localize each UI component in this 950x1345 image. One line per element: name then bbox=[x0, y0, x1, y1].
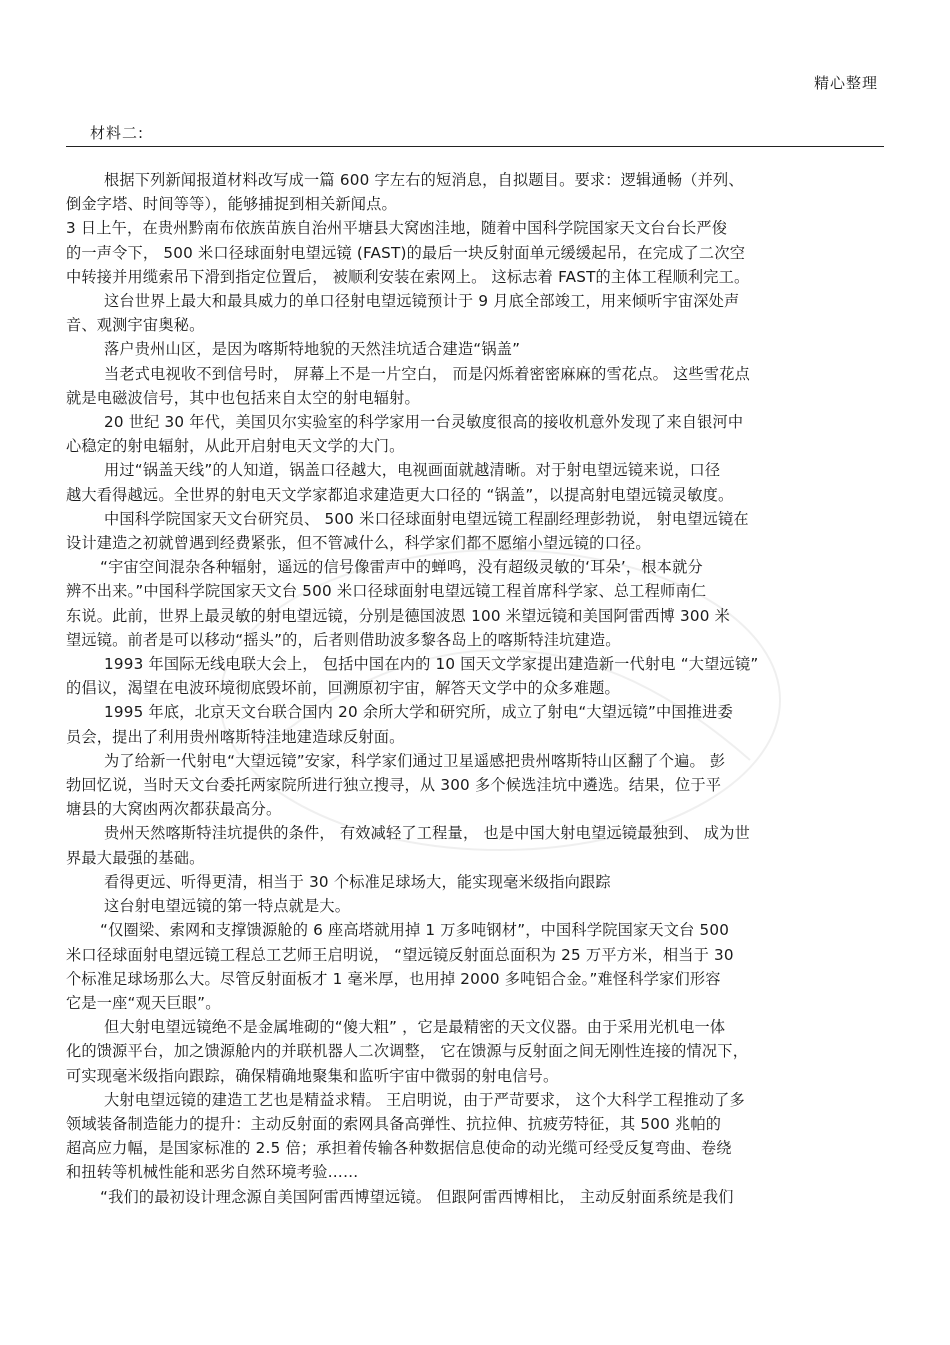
paragraph-line: 中国科学院国家天文台研究员、 500 米口径球面射电望远镜工程副经理彭勃说， 射电望远镜在 bbox=[104, 509, 749, 528]
paragraph-line: 3 日上午，在贵州黔南布依族苗族自治州平塘县大窝凼洼地，随着中国科学院国家天文台台长严俊 bbox=[66, 219, 728, 238]
paragraph-line: 为了给新一代射电“大望远镜”安家，科学家们通过卫星遥感把贵州喀斯特山区翻了个遍。 彭 bbox=[104, 751, 726, 770]
paragraph-line: “我们的最初设计理念源自美国阿雷西博望远镜。 但跟阿雷西博相比， 主动反射面系统是我们 bbox=[100, 1187, 734, 1206]
paragraph-line: 根据下列新闻报道材料改写成一篇 600 字左右的短消息，自拟题目。要求：逻辑通畅（并列、 bbox=[104, 171, 744, 189]
paragraph-line: 心稳定的射电辐射，从此开启射电天文学的大门。 bbox=[66, 437, 405, 456]
paragraph-line: “宇宙空间混杂各种辐射，遥远的信号像雷声中的蝉鸣，没有超级灵敏的‘耳朵’，根本就分 bbox=[100, 558, 703, 577]
paragraph-line: 辨不出来。”中国科学院国家天文台 500 米口径球面射电望远镜工程首席科学家、总工程师南仁 bbox=[66, 582, 707, 601]
paragraph-line: 它是一座“观天巨眼”。 bbox=[66, 993, 221, 1012]
paragraph-line: 个标准足球场那么大。尽管反射面板才 1 毫米厚，也用掉 2000 多吨铝合金。”难怪科学家们形容 bbox=[66, 969, 721, 988]
paragraph-line: 1993 年国际无线电联大会上， 包括中国在内的 10 国天文学家提出建造新一代射电 “大望远镜” bbox=[104, 655, 759, 674]
paragraph-line: 中转接并用缆索吊下滑到指定位置后， 被顺利安装在索网上。 这标志着 FAST的主体工程顺利完工。 bbox=[66, 267, 750, 286]
paragraph-line: 化的馈源平台，加之馈源舱内的并联机器人二次调整， 它在馈源与反射面之间无刚性连接的情况下， bbox=[66, 1042, 749, 1061]
paragraph-line: 倒金字塔、时间等等），能够捕捉到相关新闻点。 bbox=[66, 195, 397, 214]
paragraph-line: 就是电磁波信号，其中也包括来自太空的射电辐射。 bbox=[66, 388, 420, 407]
paragraph-line: 但大射电望远镜绝不是金属堆砌的“傻大粗” ，它是最精密的天文仪器。由于采用光机电一体 bbox=[104, 1018, 726, 1037]
paragraph-line: “仅圈梁、索网和支撑馈源舱的 6 座高塔就用掉 1 万多吨钢材”，中国科学院国家天文台 500 bbox=[100, 921, 730, 940]
paragraph-line: 员会，提出了利用贵州喀斯特洼地建造球反射面。 bbox=[66, 727, 405, 746]
paragraph-line: 界最大最强的基础。 bbox=[66, 848, 205, 867]
header-label: 精心整理 bbox=[813, 74, 878, 92]
header-divider bbox=[66, 146, 884, 147]
subheading: 看得更远、听得更清，相当于 30 个标准足球场大，能实现毫米级指向跟踪 bbox=[104, 872, 611, 891]
paragraph-line: 东说。此前，世界上最灵敏的射电望远镜，分别是德国波恩 100 米望远镜和美国阿雷西博 300 米 bbox=[66, 606, 731, 625]
paragraph-line: 这台射电望远镜的第一特点就是大。 bbox=[104, 897, 351, 916]
paragraph-line: 领域装备制造能力的提升：主动反射面的索网具备高弹性、抗拉伸、抗疲劳特征，其 500 兆帕的 bbox=[66, 1114, 722, 1133]
paragraph-line: 1995 年底，北京天文台联合国内 20 余所大学和研究所，成立了射电“大望远镜”中国推进委 bbox=[104, 703, 733, 722]
paragraph-line: 可实现毫米级指向跟踪，确保精确地聚集和监听宇宙中微弱的射电信号。 bbox=[66, 1066, 559, 1085]
paragraph-line: 贵州天然喀斯特洼坑提供的条件， 有效减轻了工程量， 也是中国大射电望远镜最独到、 成为世 bbox=[104, 824, 750, 843]
paragraph-line: 当老式电视收不到信号时， 屏幕上不是一片空白， 而是闪烁着密密麻麻的雪花点。 这些雪花点 bbox=[104, 364, 750, 383]
paragraph-line: 的一声令下， 500 米口径球面射电望远镜 (FAST)的最后一块反射面单元缓缓起吊，在完成了二次空 bbox=[66, 243, 746, 262]
paragraph-line: 望远镜。前者是可以移动“摇头”的，后者则借助波多黎各岛上的喀斯特洼坑建造。 bbox=[66, 630, 621, 649]
subheading: 落户贵州山区，是因为喀斯特地貌的天然洼坑适合建造“锅盖” bbox=[104, 340, 521, 359]
paragraph-line: 设计建造之初就曾遇到经费紧张，但不管减什么，科学家们都不愿缩小望远镜的口径。 bbox=[66, 534, 651, 553]
paragraph-line: 这台世界上最大和最具威力的单口径射电望远镜预计于 9 月底全部竣工，用来倾听宇宙深处声 bbox=[104, 292, 740, 311]
paragraph-line: 用过“锅盖天线”的人知道，锅盖口径越大，电视画面就越清晰。对于射电望远镜来说，口径 bbox=[104, 461, 721, 480]
paragraph-line: 大射电望远镜的建造工艺也是精益求精。 王启明说，由于严苛要求， 这个大科学工程推动了多 bbox=[104, 1090, 745, 1109]
paragraph-line: 米口径球面射电望远镜工程总工艺师王启明说， “望远镜反射面总面积为 25 万平方米，相当于 30 bbox=[66, 945, 734, 964]
paragraph-line: 和扭转等机械性能和恶劣自然环境考验…… bbox=[66, 1163, 359, 1182]
paragraph-line: 20 世纪 30 年代，美国贝尔实验室的科学家用一台灵敏度很高的接收机意外发现了来自银河中 bbox=[104, 413, 744, 432]
article-body bbox=[66, 168, 881, 1209]
paragraph-line: 的倡议，渴望在电波环境彻底毁坏前，回溯原初宇宙，解答天文学中的众多难题。 bbox=[66, 679, 620, 698]
paragraph-line: 勃回忆说，当时天文台委托两家院所进行独立搜寻，从 300 多个候选洼坑中遴选。结果，位于平 bbox=[66, 776, 722, 795]
paragraph-line: 塘县的大窝凼两次都获最高分。 bbox=[66, 800, 282, 819]
paragraph-line: 超高应力幅，是国家标准的 2.5 倍；承担着传输各种数据信息使命的动光缆可经受反复弯曲、卷绕 bbox=[66, 1139, 732, 1158]
paragraph-line: 越大看得越远。全世界的射电天文学家都追求建造更大口径的 “锅盖”，以提高射电望远镜灵敏度。 bbox=[66, 485, 734, 504]
paragraph-line: 音、观测宇宙奥秘。 bbox=[66, 316, 205, 335]
section-label: 材料二: bbox=[90, 124, 145, 142]
